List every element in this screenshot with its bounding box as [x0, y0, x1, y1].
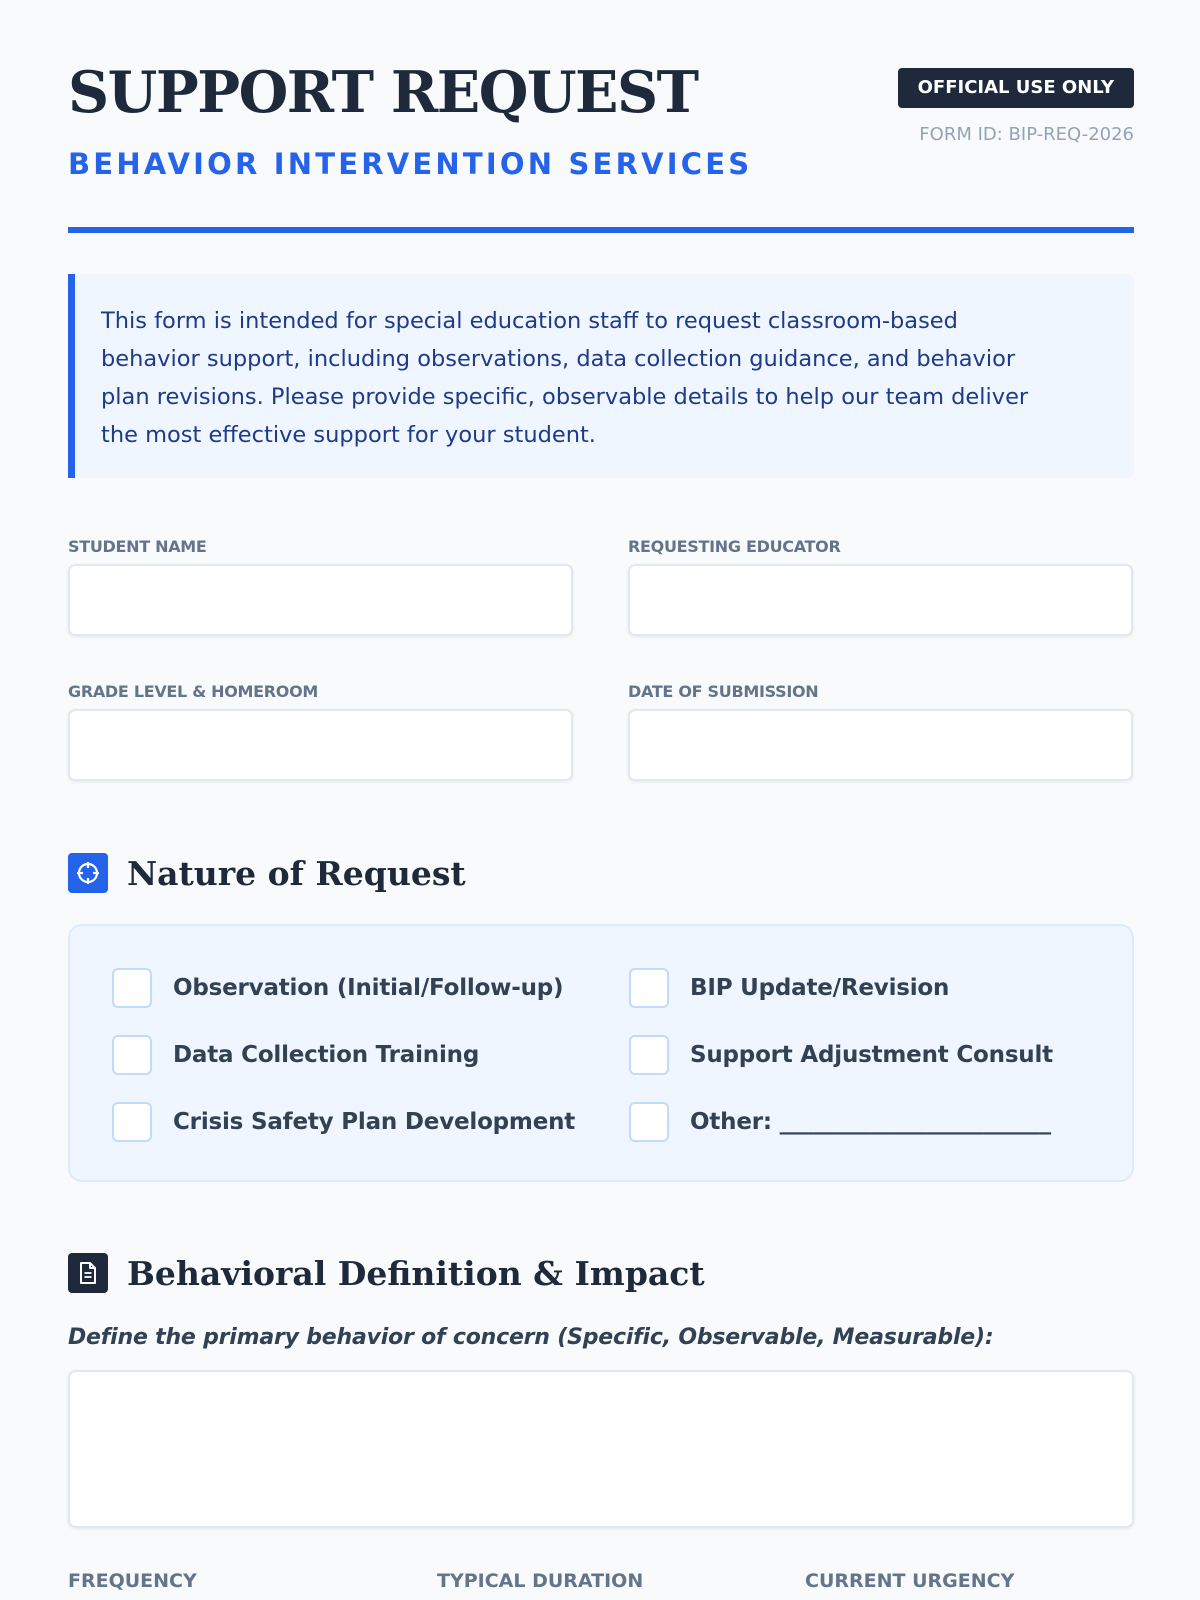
student-name-label: STUDENT NAME — [68, 537, 207, 556]
option-label: Data Collection Training — [173, 1042, 480, 1068]
intro-text: This form is intended for special education staff to request classroom-based behavior support, including observations, data collection guidance, and behavior plan revisions. Please provide specific, observable details to help our team deliver the most effective support for your student. — [101, 308, 1029, 448]
behavior-prompt: Define the primary behavior of concern (Specific, Observable, Measurable): — [68, 1325, 994, 1350]
option-observation[interactable] — [112, 968, 563, 1008]
form-id: FORM ID: BIP-REQ-2026 — [919, 124, 1134, 145]
behavior-definition-textarea[interactable] — [68, 1370, 1134, 1528]
checkbox[interactable] — [629, 1035, 669, 1075]
urgency-label: CURRENT URGENCY — [805, 1570, 1015, 1592]
option-crisis-safety[interactable] — [112, 1102, 575, 1142]
document-icon — [68, 1253, 108, 1293]
requesting-educator-label: REQUESTING EDUCATOR — [628, 537, 841, 556]
page-title: SUPPORT REQUEST — [68, 59, 698, 126]
option-support-adjustment[interactable] — [629, 1035, 1053, 1075]
option-label: Crisis Safety Plan Development — [173, 1109, 576, 1135]
grade-homeroom-label: GRADE LEVEL & HOMEROOM — [68, 682, 319, 701]
checkbox[interactable] — [112, 968, 152, 1008]
checkbox[interactable] — [629, 968, 669, 1008]
option-label: BIP Update/Revision — [690, 975, 950, 1001]
duration-label: TYPICAL DURATION — [437, 1570, 644, 1592]
support-request-form — [68, 0, 1134, 1600]
frequency-label: FREQUENCY — [68, 1570, 197, 1592]
grade-homeroom-input[interactable] — [68, 709, 573, 781]
behavior-section-title: Behavioral Definition & Impact — [127, 1254, 705, 1293]
option-bip-update[interactable] — [629, 968, 949, 1008]
option-label: Observation (Initial/Follow-up) — [173, 975, 564, 1001]
checkbox[interactable] — [112, 1035, 152, 1075]
option-label: Other: ________________________ — [690, 1109, 1051, 1135]
checkbox[interactable] — [629, 1102, 669, 1142]
date-submission-label: DATE OF SUBMISSION — [628, 682, 819, 701]
page-subtitle: BEHAVIOR INTERVENTION SERVICES — [68, 147, 753, 181]
target-icon — [68, 853, 108, 893]
official-use-badge: OFFICIAL USE ONLY — [898, 68, 1134, 108]
nature-section-title: Nature of Request — [127, 854, 466, 893]
header-divider — [68, 227, 1134, 233]
request-type-panel — [68, 924, 1134, 1182]
option-data-collection[interactable] — [112, 1035, 479, 1075]
option-label: Support Adjustment Consult — [690, 1042, 1053, 1068]
student-name-input[interactable] — [68, 564, 573, 636]
requesting-educator-input[interactable] — [628, 564, 1133, 636]
checkbox[interactable] — [112, 1102, 152, 1142]
option-other[interactable] — [629, 1102, 1051, 1142]
date-submission-input[interactable] — [628, 709, 1133, 781]
intro-callout — [68, 274, 1134, 478]
